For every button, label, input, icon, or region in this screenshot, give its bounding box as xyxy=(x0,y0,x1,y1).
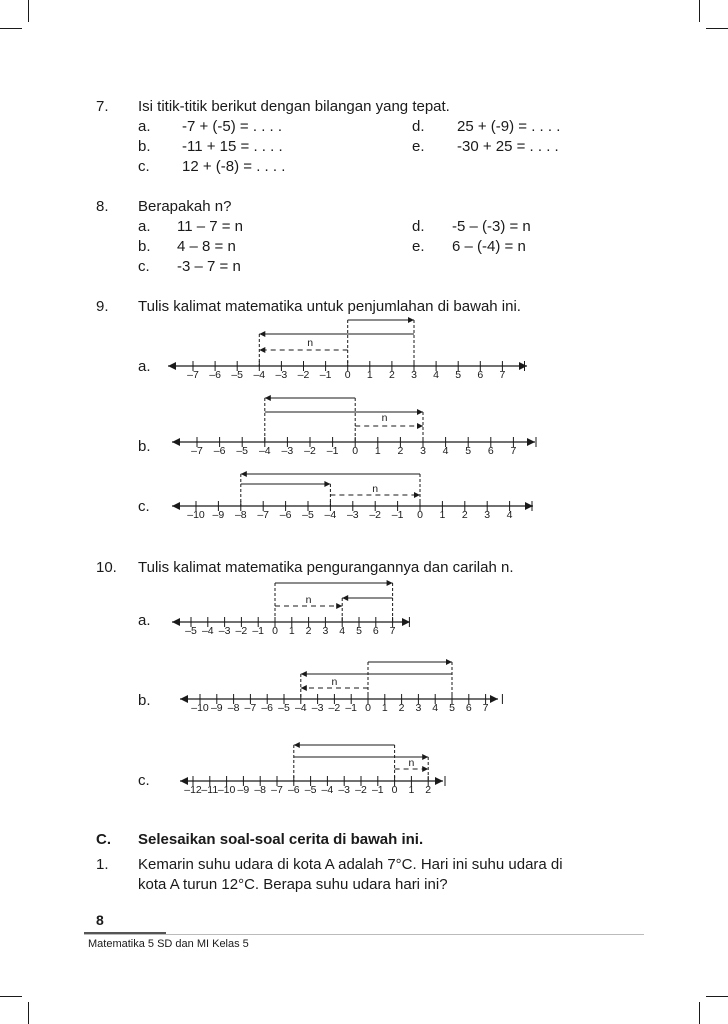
q8-a-expr: 11 – 7 = n xyxy=(177,218,244,235)
tick-label: 3 xyxy=(322,625,329,637)
tick-label: 7 xyxy=(510,445,517,457)
tick-label: –2 xyxy=(304,445,316,457)
tick-label: 3 xyxy=(411,369,417,381)
section-c-title: Selesaikan soal-soal cerita di bawah ini. xyxy=(138,831,424,848)
q8-c-expr: -3 – 7 = n xyxy=(177,258,241,275)
crop-mark xyxy=(28,0,29,22)
n-label: n xyxy=(307,337,314,349)
tick-label: –8 xyxy=(227,702,240,714)
tick-label: 1 xyxy=(439,509,446,521)
q8-d-expr: -5 – (-3) = n xyxy=(452,218,531,235)
tick-label: –11 xyxy=(201,784,219,796)
q7-d-label: d. xyxy=(412,118,425,135)
arrow-head xyxy=(417,423,423,429)
tick-label: 0 xyxy=(365,702,371,714)
q10-number: 10. xyxy=(96,559,117,576)
arrow-head xyxy=(414,492,420,498)
tick-label: –6 xyxy=(287,784,300,796)
q9-c-label: c. xyxy=(138,498,150,515)
tick-label: 0 xyxy=(344,369,351,381)
n-label: n xyxy=(381,412,388,424)
tick-label: –3 xyxy=(218,625,231,637)
tick-label: –4 xyxy=(321,784,334,796)
tick-label: –1 xyxy=(319,369,332,381)
tick-label: –7 xyxy=(187,369,199,381)
axis-arrow-right xyxy=(527,438,535,446)
tick-label: –6 xyxy=(261,702,274,714)
tick-label: –2 xyxy=(355,784,367,796)
q10-a-label: a. xyxy=(138,612,151,629)
tick-label: –3 xyxy=(338,784,351,796)
tick-label: 1 xyxy=(288,625,295,637)
arrow-head xyxy=(265,395,271,401)
arrow-head xyxy=(324,481,330,487)
tick-label: –5 xyxy=(302,509,314,521)
tick-label: 7 xyxy=(482,702,489,714)
crop-mark xyxy=(0,28,22,29)
tick-label: 1 xyxy=(408,784,415,796)
tick-label: –6 xyxy=(209,369,221,381)
axis-arrow-left xyxy=(172,618,180,626)
tick-label: 2 xyxy=(388,369,395,381)
tick-label: 6 xyxy=(477,369,484,381)
tick-label: 1 xyxy=(381,702,388,714)
q7-a-label: a. xyxy=(138,118,151,135)
page-number: 8 xyxy=(96,912,104,928)
number-line-9b xyxy=(0,390,728,470)
q9-b-label: b. xyxy=(138,438,151,455)
tick-label: –4 xyxy=(258,445,271,457)
crop-mark xyxy=(706,996,728,997)
arrow-head xyxy=(408,317,414,323)
tick-label: –7 xyxy=(244,702,257,714)
q8-c-label: c. xyxy=(138,258,150,275)
tick-label: 6 xyxy=(372,625,379,637)
axis-arrow-left xyxy=(168,362,176,370)
q8-b-expr: 4 – 8 = n xyxy=(177,238,236,255)
tick-label: –10 xyxy=(217,784,236,796)
q9-text: Tulis kalimat matematika untuk penjumlahan di bawah ini. xyxy=(138,298,521,315)
axis-arrow-right xyxy=(519,362,527,370)
arrow-head xyxy=(241,471,247,477)
q9-a-label: a. xyxy=(138,358,151,375)
axis-arrow-left xyxy=(172,502,180,510)
arrow-head xyxy=(336,603,342,609)
tick-label: 5 xyxy=(455,369,462,381)
tick-label: 4 xyxy=(433,369,440,381)
tick-label: –1 xyxy=(371,784,384,796)
q7-a-expr: -7 + (-5) = . . . . xyxy=(182,118,283,135)
arrow-head xyxy=(422,766,428,772)
q10-c-label: c. xyxy=(138,772,150,789)
q8-b-label: b. xyxy=(138,238,151,255)
tick-label: 2 xyxy=(461,509,468,521)
arrow-head xyxy=(342,595,348,601)
tick-label: –5 xyxy=(236,445,249,457)
tick-label: –2 xyxy=(297,369,310,381)
tick-label: –1 xyxy=(252,625,265,637)
crop-mark xyxy=(28,1002,29,1024)
tick-label: 6 xyxy=(487,445,494,457)
tick-label: 5 xyxy=(465,445,472,457)
tick-label: –2 xyxy=(369,509,382,521)
tick-label: –5 xyxy=(185,625,197,637)
number-line-10a xyxy=(0,576,728,646)
tick-label: –3 xyxy=(281,445,294,457)
tick-label: –5 xyxy=(304,784,317,796)
tick-label: 1 xyxy=(374,445,381,457)
tick-label: 0 xyxy=(272,625,278,637)
c1-number: 1. xyxy=(96,856,109,873)
tick-label: –4 xyxy=(201,625,214,637)
q7-text: Isi titik-titik berikut dengan bilangan yang tepat. xyxy=(138,98,450,115)
q7-d-expr: 25 + (-9) = . . . . xyxy=(457,118,561,135)
crop-mark xyxy=(699,0,700,22)
axis-arrow-right xyxy=(490,695,498,703)
tick-label: 2 xyxy=(305,625,312,637)
tick-label: –5 xyxy=(278,702,290,714)
tick-label: 4 xyxy=(432,702,439,714)
tick-label: 0 xyxy=(391,784,398,796)
tick-label: 6 xyxy=(465,702,472,714)
tick-label: –5 xyxy=(231,369,244,381)
tick-label: –9 xyxy=(210,702,223,714)
number-line-9c xyxy=(0,462,728,532)
tick-label: –3 xyxy=(346,509,359,521)
q8-e-expr: 6 – (-4) = n xyxy=(452,238,526,255)
n-label: n xyxy=(331,676,338,688)
book-title: Matematika 5 SD dan MI Kelas 5 xyxy=(88,938,249,950)
axis-arrow-left xyxy=(180,695,188,703)
tick-label: –4 xyxy=(324,509,337,521)
tick-label: –4 xyxy=(294,702,307,714)
q10-text: Tulis kalimat matematika pengurangannya dan carilah n. xyxy=(138,559,514,576)
q7-b-expr: -11 + 15 = . . . . xyxy=(182,138,283,155)
q7-e-expr: -30 + 25 = . . . . xyxy=(457,138,559,155)
tick-label: –8 xyxy=(234,509,247,521)
q7-c-label: c. xyxy=(138,158,150,175)
q8-d-label: d. xyxy=(412,218,425,235)
q7-b-label: b. xyxy=(138,138,151,155)
tick-label: –7 xyxy=(191,445,203,457)
tick-label: 4 xyxy=(506,509,513,521)
q8-e-label: e. xyxy=(412,238,425,255)
arrow-head xyxy=(259,347,265,353)
q8-text: Berapakah n? xyxy=(138,198,232,215)
n-label: n xyxy=(372,483,379,495)
tick-label: 1 xyxy=(366,369,373,381)
tick-label: –7 xyxy=(271,784,283,796)
tick-label: –6 xyxy=(213,445,226,457)
c1-line1: Kemarin suhu udara di kota A adalah 7°C. Hari ini suhu udara di xyxy=(138,856,563,873)
tick-label: 2 xyxy=(397,445,404,457)
arrow-head xyxy=(422,754,428,760)
tick-label: 7 xyxy=(389,625,396,637)
arrow-head xyxy=(294,742,300,748)
tick-label: –10 xyxy=(191,702,209,714)
n-label: n xyxy=(408,757,415,769)
crop-mark xyxy=(699,1002,700,1024)
n-label: n xyxy=(305,594,312,606)
tick-label: –12 xyxy=(184,784,202,796)
tick-label: –3 xyxy=(311,702,324,714)
q9-number: 9. xyxy=(96,298,109,315)
tick-label: 0 xyxy=(352,445,359,457)
tick-label: 3 xyxy=(484,509,491,521)
q10-b-label: b. xyxy=(138,692,151,709)
tick-label: –2 xyxy=(328,702,341,714)
number-line-9a xyxy=(0,312,728,392)
tick-label: –2 xyxy=(235,625,248,637)
tick-label: –10 xyxy=(187,509,205,521)
arrow-head xyxy=(417,409,423,415)
c1-line2: kota A turun 12°C. Berapa suhu udara hari ini? xyxy=(138,876,448,893)
tick-label: –9 xyxy=(237,784,250,796)
number-line-10c xyxy=(0,737,728,807)
arrow-head xyxy=(446,659,452,665)
tick-label: 7 xyxy=(499,369,506,381)
tick-label: 3 xyxy=(415,702,422,714)
q7-e-label: e. xyxy=(412,138,425,155)
tick-label: 2 xyxy=(425,784,432,796)
tick-label: 2 xyxy=(398,702,405,714)
number-line-10b xyxy=(0,656,728,726)
arrow-head xyxy=(301,685,307,691)
tick-label: 3 xyxy=(420,445,426,457)
crop-mark xyxy=(706,28,728,29)
tick-label: –3 xyxy=(275,369,288,381)
tick-label: –1 xyxy=(391,509,404,521)
crop-mark xyxy=(0,996,22,997)
tick-label: –6 xyxy=(279,509,292,521)
arrow-head xyxy=(259,331,265,337)
tick-label: –7 xyxy=(257,509,270,521)
q8-a-label: a. xyxy=(138,218,151,235)
tick-label: 5 xyxy=(449,702,455,714)
tick-label: 4 xyxy=(339,625,346,637)
tick-label: 0 xyxy=(417,509,423,521)
q8-number: 8. xyxy=(96,198,109,215)
axis-arrow-left xyxy=(172,438,180,446)
q7-number: 7. xyxy=(96,98,109,115)
tick-label: –4 xyxy=(253,369,266,381)
tick-label: 5 xyxy=(356,625,362,637)
section-c-letter: C. xyxy=(96,831,111,848)
tick-label: –8 xyxy=(254,784,267,796)
tick-label: –9 xyxy=(212,509,225,521)
axis-arrow-right xyxy=(435,777,443,785)
arrow-head xyxy=(301,671,307,677)
tick-label: –1 xyxy=(345,702,358,714)
footer-rule-thin xyxy=(84,934,644,935)
q7-c-expr: 12 + (-8) = . . . . xyxy=(182,158,286,175)
axis-arrow-right xyxy=(402,618,410,626)
arrow-head xyxy=(387,580,393,586)
tick-label: –1 xyxy=(326,445,339,457)
tick-label: 4 xyxy=(442,445,449,457)
